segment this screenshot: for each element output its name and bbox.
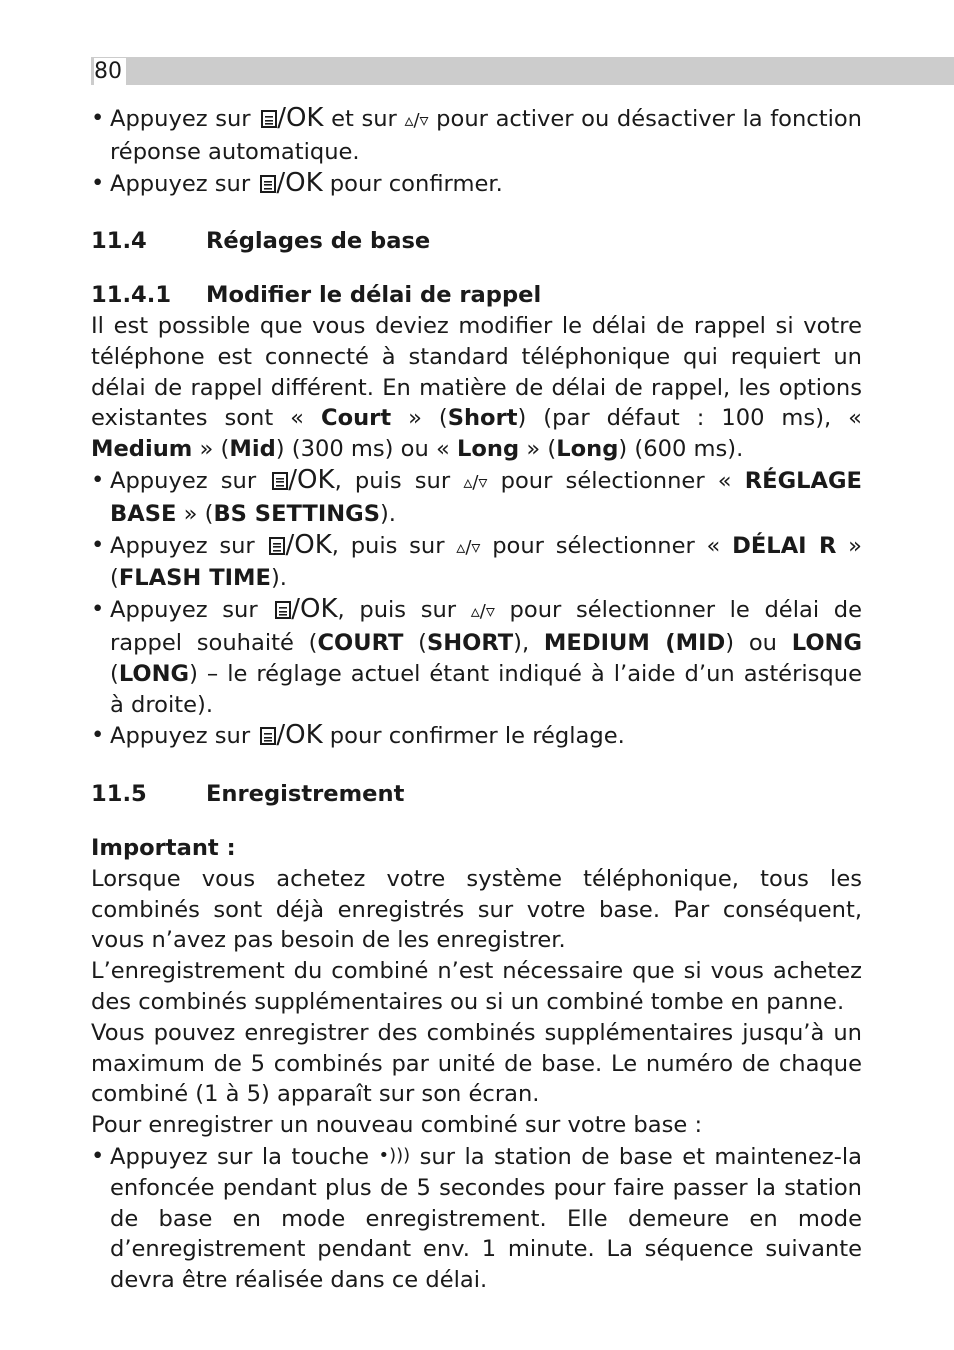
- menu-icon: [275, 601, 291, 619]
- registration-paragraph-1: Lorsque vous achetez votre système téléphonique, tous les combinés sont déjà enregistrés sur votre base. Par conséquent, vous n’avez pas besoin de les enregistrer.: [91, 865, 862, 954]
- up-down-arrows-icon: ▵/▿: [470, 601, 495, 623]
- section-heading-11-5: 11.5 Enregistrement: [91, 781, 405, 808]
- up-down-arrows-icon: ▵/▿: [463, 471, 488, 493]
- page-number: 80: [94, 58, 126, 86]
- registration-paragraph-4: Pour enregistrer un nouveau combiné sur votre base :: [91, 1112, 703, 1139]
- bullet-paging-key: • Appuyez sur la touche •))) sur la station de base et maintenez-la enfoncée pendant plus de 5 secondes pour faire passer la station de base en mode enregistrement. Elle demeure en mode d’enregistrement pendant env. 1 minute. La séquence suivante devra être réalisée dans ce délai.: [91, 1141, 862, 1296]
- ok-key-label: /OK: [276, 167, 323, 198]
- menu-icon: [261, 110, 277, 128]
- menu-icon: [260, 727, 276, 745]
- paging-key-icon: •))): [378, 1144, 411, 1166]
- ok-key-label: /OK: [276, 720, 323, 751]
- bullet-select-base-settings: • Appuyez sur /OK, puis sur ▵/▿ pour sélectionner « RÉGLAGE BASE » (BS SETTINGS).: [91, 465, 862, 530]
- section-heading-11-4: 11.4 Réglages de base: [91, 228, 431, 255]
- important-label: Important :: [91, 834, 236, 861]
- menu-icon: [272, 472, 288, 490]
- ok-key-label: /OK: [291, 594, 338, 625]
- bullet-select-delay: • Appuyez sur /OK, puis sur ▵/▿ pour sélectionner le délai de rappel souhaité (COURT (SHORT), MEDIUM (MID) ou LONG (LONG) – le réglage actuel étant indiqué à l’aide d’un astérisque à droite).: [91, 594, 862, 720]
- bullet-autoanswer-toggle: • Appuyez sur /OK et sur ▵/▿ pour activer ou désactiver la fonction réponse automatique.: [91, 103, 862, 168]
- bullet-select-flash-time: • Appuyez sur /OK, puis sur ▵/▿ pour sélectionner « DÉLAI R » (FLASH TIME).: [91, 530, 862, 595]
- menu-icon: [269, 537, 285, 555]
- ok-key-label: /OK: [285, 529, 332, 560]
- ok-key-label: /OK: [277, 103, 324, 133]
- page-content: [91, 103, 862, 1296]
- menu-icon: [260, 175, 276, 193]
- ok-key-label: /OK: [288, 464, 335, 495]
- bullet-confirm: • Appuyez sur /OK pour confirmer.: [91, 168, 862, 200]
- section-heading-11-4-1: 11.4.1 Modifier le délai de rappel: [91, 282, 542, 309]
- up-down-arrows-icon: ▵/▿: [404, 110, 429, 131]
- bullet-confirm-setting: • Appuyez sur /OK pour confirmer le réglage.: [91, 720, 862, 752]
- up-down-arrows-icon: ▵/▿: [456, 536, 481, 558]
- flash-time-paragraph: Il est possible que vous deviez modifier le délai de rappel si votre téléphone est connecté à standard téléphonique qui requiert un délai de rappel différent. En matière de délai de rappel, les options existantes sont « Court » (Short) (par défaut : 100 ms), « Medium » (Mid) (300 ms) ou « Long » (Long) (600 ms).: [91, 312, 862, 463]
- header-bar: [91, 57, 954, 85]
- registration-paragraph-2: L’enregistrement du combiné n’est nécessaire que si vous achetez des combinés supplémentaires ou si un combiné tombe en panne.: [91, 958, 862, 1015]
- registration-paragraph-3: Vous pouvez enregistrer des combinés supplémentaires jusqu’à un maximum de 5 combinés par unité de base. Le numéro de chaque combiné (1 à 5) apparaît sur son écran.: [91, 1019, 862, 1108]
